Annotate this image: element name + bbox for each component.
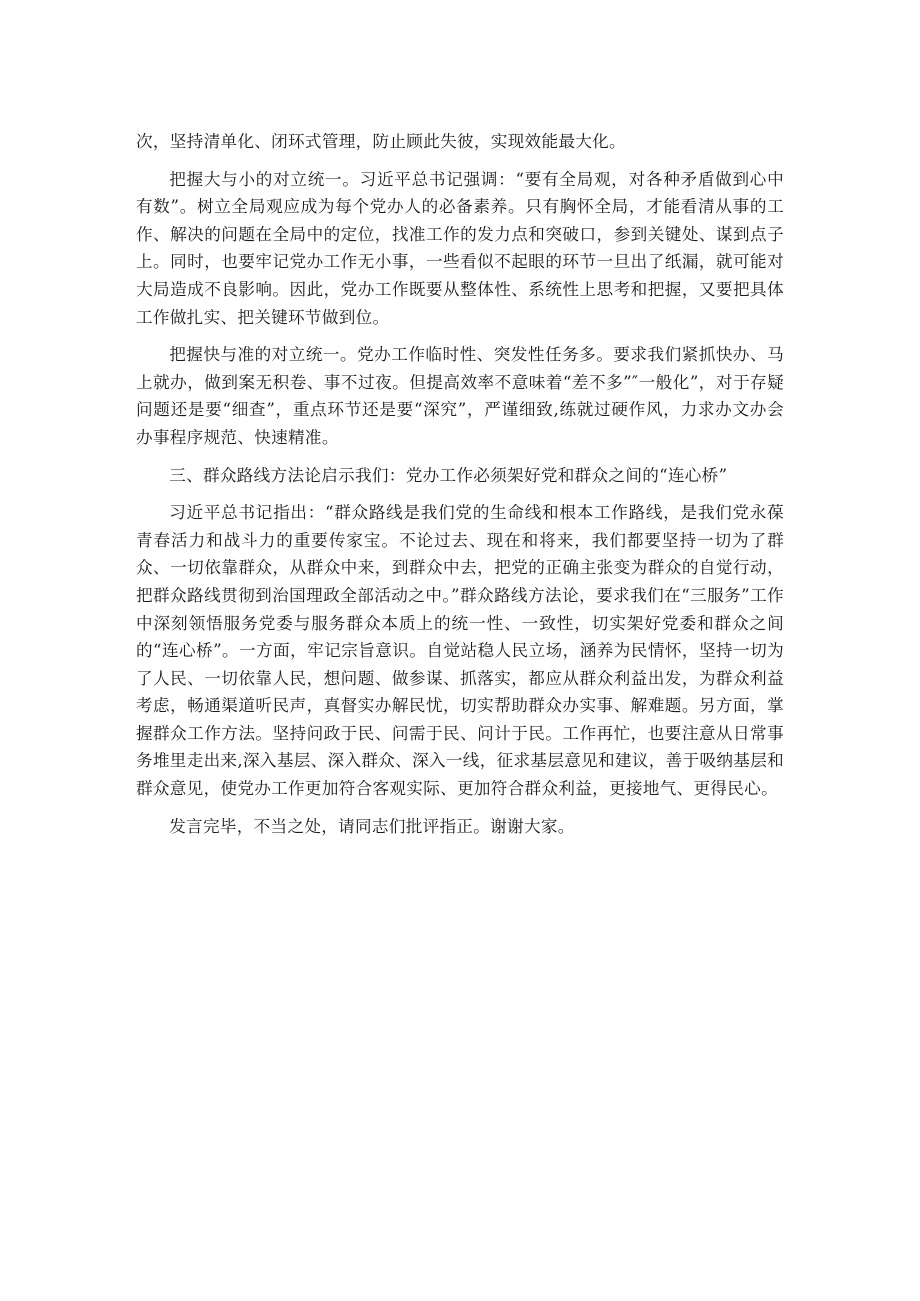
paragraph-mass-line: 习近平总书记指出：“群众路线是我们党的生命线和根本工作路线，是我们党永葆青春活力和战斗力的重要传家宝。不论过去、现在和将来，我们都要坚持一切为了群众、一切依靠群众，从群众中来，到群众中去，把党的正确主张变为群众的自觉行动，把群众路线贯彻到治国理政全部活动之中。”群众路线方法论，要求我们在“三服务”工作中深刻领悟服务党委与服务群众本质上的统一性、一致性，切实架好党委和群众之间的“连心桥”。一方面，牢记宗旨意识。自觉站稳人民立场，涵养为民情怀，坚持一切为了人民、一切依靠人民，想问题、做参谋、抓落实，都应从群众利益出发，为群众利益考虑，畅通渠道听民声，真督实办解民忧，切实帮助群众办实事、解难题。另方面，掌握群众工作方法。坚持问政于民、问需于民、问计于民。工作再忙，也要注意从日常事务堆里走出来,深入基层、深入群众、深入一线，征求基层意见和建议，善于吸纳基层和群众意见，使党办工作更加符合客观实际、更加符合群众利益，更接地气、更得民心。: [136, 503, 784, 799]
paragraph-fast-and-accurate: 把握快与准的对立统一。党办工作临时性、突发性任务多。要求我们紧抓快办、马上就办，做到案无积卷、事不过夜。但提高效率不意味着“差不多”″一般化”，对于存疑问题还是要“细查”，重点环节还是要“深究”，严谨细致,练就过硬作风，力求办文办会办事程序规范、快速精准。: [136, 345, 784, 447]
paragraph-continuation: 次，坚持清单化、闭环式管理，防止顾此失彼，实现效能最大化。: [136, 132, 626, 151]
paragraph-big-and-small: 把握大与小的对立统一。习近平总书记强调：“要有全局观，对各种矛盾做到心中有数”。树立全局观应成为每个党办人的必备素养。只有胸怀全局，才能看清从事的工作、解决的问题在全局中的定位，找准工作的发力点和突破口，参到关键处、谋到点子上。同时，也要牢记党办工作无小事，一些看似不起眼的环节一旦出了纸漏，就可能对大局造成不良影响。因此，党办工作既要从整体性、系统性上思考和把握，又要把具体工作做扎实、把关键环节做到位。: [136, 169, 784, 327]
document-page: [136, 128, 784, 850]
section-heading-three: 三、群众路线方法论启示我们：党办工作必须架好党和群众之间的“连心桥”: [169, 465, 728, 485]
paragraph-closing: 发言完毕，不当之处，请同志们批评指正。谢谢大家。: [169, 816, 575, 836]
